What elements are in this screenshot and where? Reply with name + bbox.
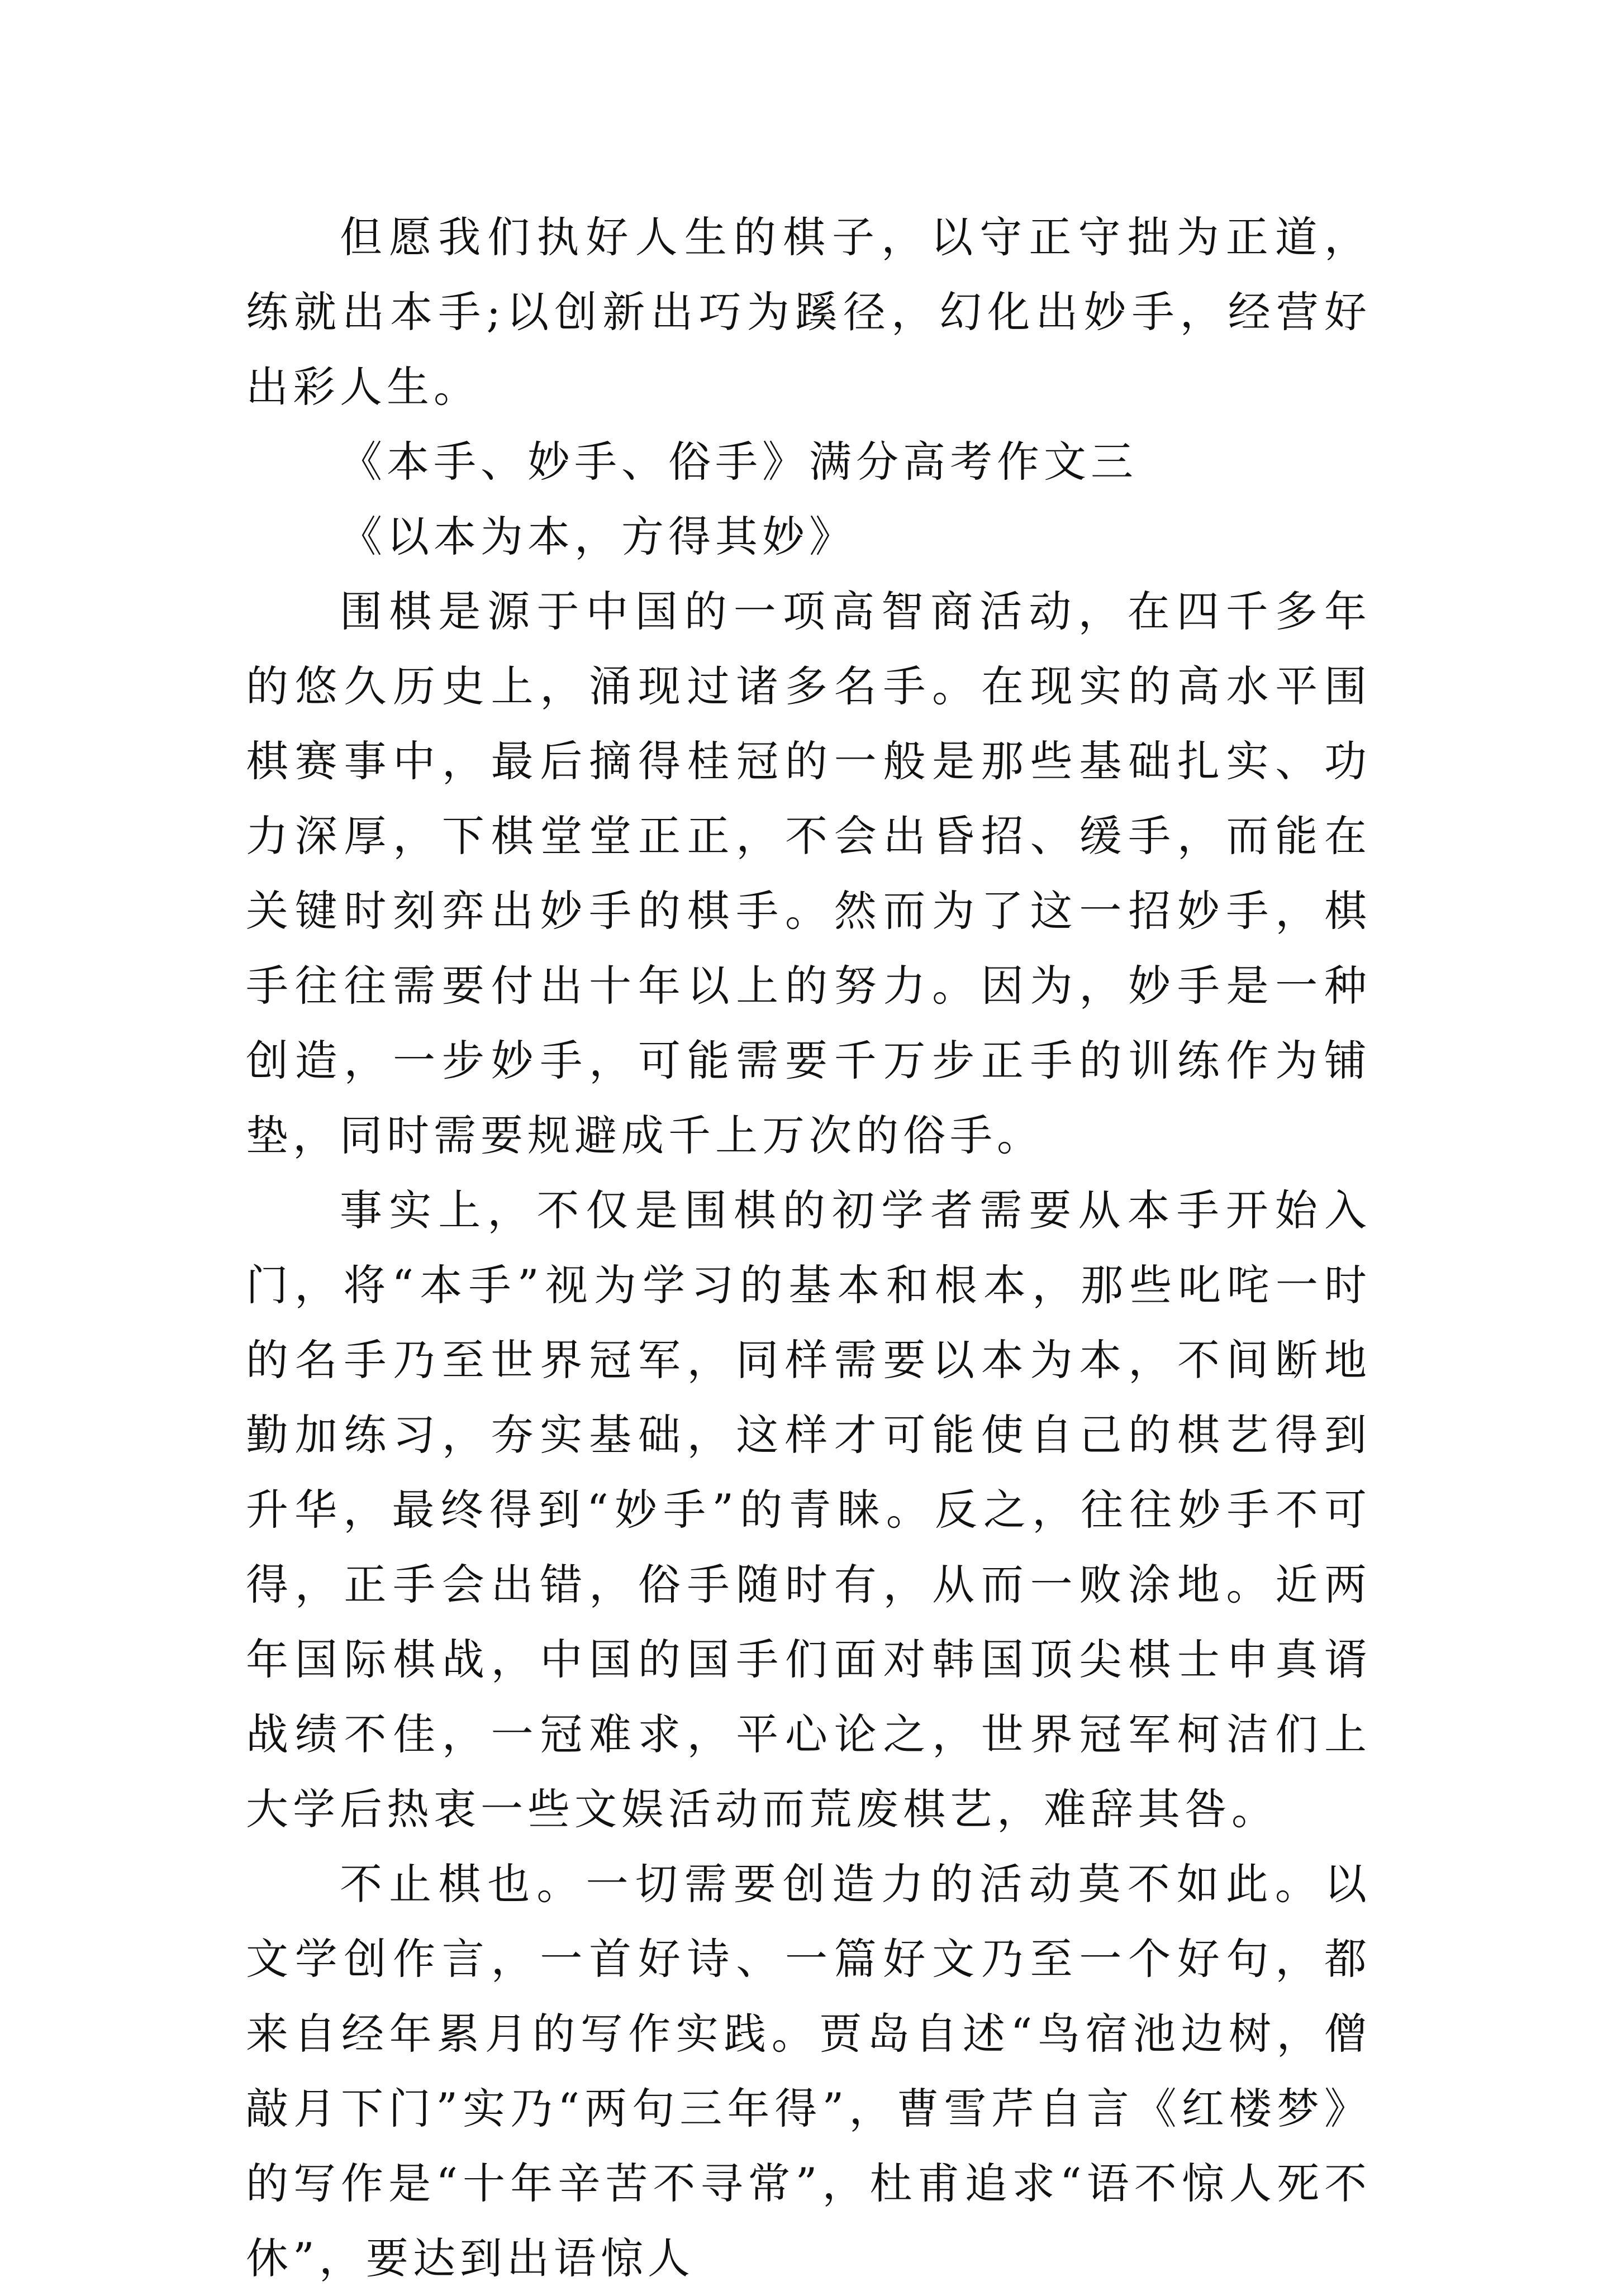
essay-title: 《以本为本，方得其妙》 — [340, 512, 856, 561]
essay-label: 《本手、妙手、俗手》满分高考作文三 — [340, 437, 1138, 487]
document-body — [246, 200, 1371, 2296]
body-paragraph-1: 围棋是源于中国的一项高智商活动，在四千多年的悠久历史上，涌现过诸多名手。在现实的高水平围棋赛事中，最后摘得桂冠的一般是那些基础扎实、功力深厚，下棋堂堂正正，不会出昏招、缓手，而能在关键时刻弈出妙手的棋手。然而为了这一招妙手，棋手往往需要付出十年以上的努力。因为，妙手是一种创造，一步妙手，可能需要千万步正手的训练作为铺垫，同时需要规避成千上万次的俗手。 — [246, 587, 1371, 1160]
body-paragraph-3: 不止棋也。一切需要创造力的活动莫不如此。以文学创作言，一首好诗、一篇好文乃至一个好句，都来自经年累月的写作实践。贾岛自述“鸟宿池边树，僧敲月下门”实乃“两句三年得”，曹雪芹自言《红楼梦》的写作是“十年辛苦不寻常”，杜甫追求“语不惊人死不休”，要达到出语惊人 — [246, 1859, 1371, 2283]
closing-paragraph: 但愿我们执好人生的棋子，以守正守拙为正道，练就出本手;以创新出巧为蹊径，幻化出妙手，经营好出彩人生。 — [246, 212, 1371, 412]
body-paragraph-2: 事实上，不仅是围棋的初学者需要从本手开始入门，将“本手”视为学习的基本和根本，那些叱咤一时的名手乃至世界冠军，同样需要以本为本，不间断地勤加练习，夯实基础，这样才可能使自己的棋艺得到升华，最终得到“妙手”的青睐。反之，往往妙手不可得，正手会出错，俗手随时有，从而一败涂地。近两年国际棋战，中国的国手们面对韩国顶尖棋士申真谞战绩不佳，一冠难求，平心论之，世界冠军柯洁们上大学后热衷一些文娱活动而荒废棋艺，难辞其咎。 — [246, 1185, 1371, 1834]
